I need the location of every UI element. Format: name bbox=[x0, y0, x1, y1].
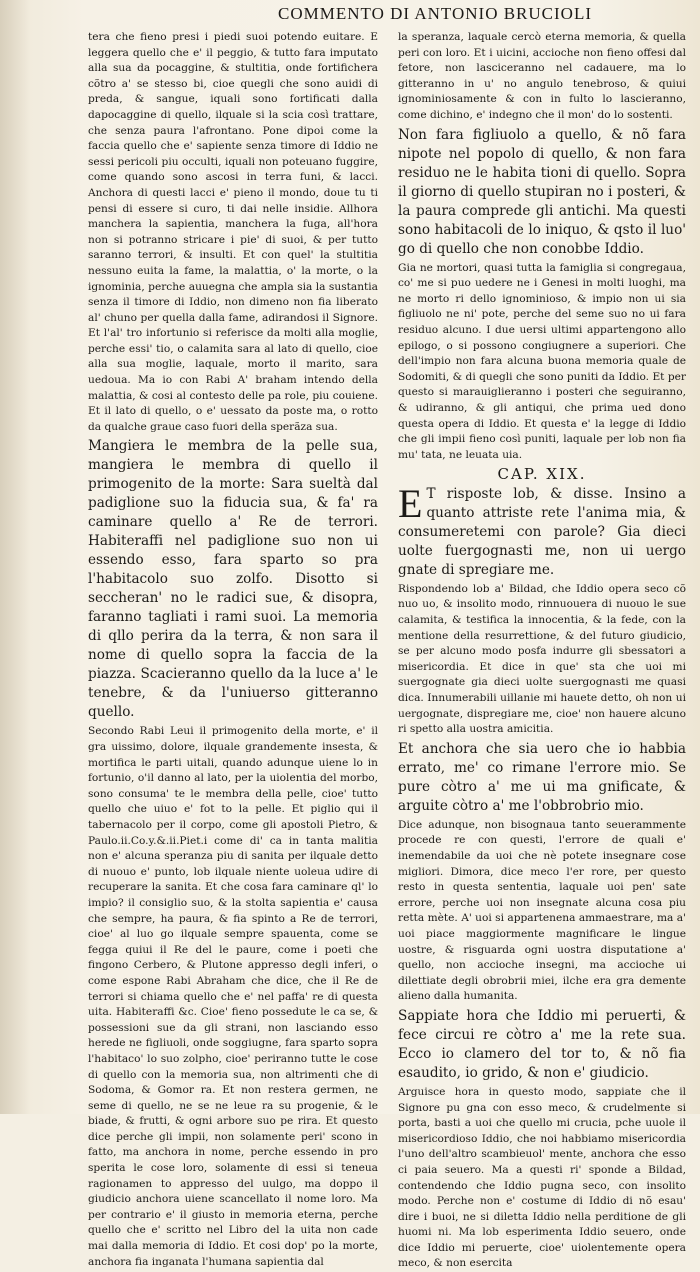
commentary-paragraph: Dice adunque, non bisognaua tanto seuerammente procede re con questi, l'errore de quali e' inemendabile da uoi che nè potete insegnare cose migliori. Dimora, dice meco l'er rore, per questo resto in questa sententia, laquale uoi pen' sate errore, perche uoi non insegnate alcuna cosa piu retta mète. A' uoi si appartenena ammaestrare, ma a' uoi piace maggiormente magnificare le lingue uostre, & risguarda ogni uostra disputatione a' quello, non accioche insegni, ma accioche ui dilettiate degli obrobrii miei, ilche era gra demente alieno dalla humanita. bbox=[398, 818, 686, 1003]
left-column bbox=[88, 30, 378, 1268]
chapter-heading: CAP. XIX. bbox=[497, 465, 587, 484]
page-gutter-shadow bbox=[0, 0, 30, 1114]
commentary-paragraph: la speranza, laquale cercò eterna memoria, & quella peri con loro. Et i uicini, accioche non fieno offesi dal fetore, non lasciceranno nel cadauere, ma lo gitteranno in u' no angulo tenebroso, & quiui ignominiosamente & con in fulto lo lascieranno, come dichino, e' indegno che il mon' do lo sostenti. bbox=[398, 31, 686, 121]
running-head: COMMENTO DI ANTONIO BRUCIOLI bbox=[277, 4, 592, 23]
scripture-lemma: Sappiate hora che Iddio mi peruerti, & fece circui re còtro a' me la rete sua. Ecco io clamero del tor to, & nõ fia esaudito, io grido, & non e' giudicio. bbox=[398, 1007, 686, 1081]
lemma-text: T risposte lob, & disse. Insino a quanto attriste rete l'anima mia, & consumeretemi con parole? Gia dieci uolte fuergognasti me, non ui uergo gnate di spregiare me. bbox=[398, 485, 686, 578]
scripture-lemma: Non fara figliuolo a quello, & nõ fara nipote nel popolo di quello, & non fara residuo ne le habita tioni di quello. Sopra il giorno di quello stupiran no i posteri, & la paura comprede gli antichi. Ma questi sono habitacoli de lo iniquo, & qsto il luo' go di quello che non conobbe Iddio. bbox=[398, 126, 686, 257]
commentary-paragraph: Rispondendo lob a' Bildad, che Iddio opera seco cõ nuo uo, & insolito modo, rinnuouera di nuouo le sue calamita, & testifica la innocentia, & la fede, con la mentione della resurrettione, & del futuro giudicio, se per alcuno modo posfa indurre gli sbessatori a misericordia. Et dice in que' sta che uoi mi suergognate gia dieci uolte suergognasti me quasi dica. Innumerabili uillanie mi hauete detto, oh non ui uergognate, dispregiare me, cioe' non hauere alcuno ri spetto alla uostra amicitia. bbox=[398, 582, 686, 736]
scripture-lemma: Et anchora che sia uero che io habbia errato, me' co rimane l'errore mio. Se pure còtro a' me ui ma gnificate, & arguite còtro a' me l'obbrobrio mio. bbox=[398, 740, 686, 814]
drop-cap-initial: E bbox=[398, 480, 423, 526]
scripture-lemma-opening bbox=[398, 480, 686, 580]
commentary-paragraph: Secondo Rabi Leui il primogenito della morte, e' il gra uissimo, dolore, ilquale grandemente insesta, & mortifica le parti uitali, quando adunque uiene lo in fortunio, o'il danno al lato, per la uiolentia del morbo, sono consuma' te le membra della pelle, cioe' tutto quello che uiuo e' fot to la pelle. Et piglio qui il tabernacolo per il corpo, come gli apostoli Pietro, & Paulo.ii.Co.y.&.ii.Piet.i come di' ca in tanta malitia non e' alcuna speranza piu di sanita per ilquale detto di nuouo e' punto, lob ilquale niente uoleua udire di recuperare la sanita. Et che cosa fara caminare ql' lo impio? il consiglio suo, & la stolta sapientia e' causa che sempre, ha paura, & fia spinto a Re de terrori, cioe' al luo go ilquale sempre spauenta, come se fegga quiui il Re del le paure, come i poeti che fingono Cerbero, & Plutone appresso degli inferi, o come espone Rabi Abraham che dice, che il Re de terrori si chiama quello che e' nel paffa' re di questa uita. Habiteraffi &c. Cioe' fieno possedute le ca se, & possessioni sue da gli strani, non lasciando esso herede ne figliuoli, onde soggiugne, fara sparto sopra l'habitaco' lo suo zolpho, cioe' periranno tutte le cose di quello con la memoria sua, non altrimenti che di Sodoma, & Gomor ra. Et non restera germen, ne seme di quello, ne se ne leue ra su progenie, & le biade, & frutti, & ogni arbore suo pe rira. Et questo dice perche gli impii, non solamente peri' scono in fatto, ma anchora in nome, perche essendo in pro sperita le cose loro, solamente di essi si teneua ragionamen to appresso del uulgo, ma doppo il giudicio anchora uiene scancellato il nome loro. Ma per contrario e' il giusto in memoria eterna, perche quello che e' scritto nel Libro del la uita non cade mai dalla memoria di Iddio. Et cosi dop' po la morte, anchora fia inganata l'humana sapientia dal bbox=[88, 725, 378, 1268]
right-column bbox=[398, 30, 686, 1270]
commentary-paragraph: Arguisce hora in questo modo, sappiate che il Signore pu gna con esso meco, & crudelmente si porta, basti a uoi che quello mi crucia, pche uuole il misericordioso Iddio, che noi habbiamo misericordia l'uno dell'altro scambieuol' mente, anchora che esso ci paia seuero. Ma a questi ri' sponde a Bildad, contendendo che Iddio pugna seco, con insolito modo. Perche non e' costume di Iddio di nõ esau' dire i buoi, ne si diletta Iddio nella perditione de gli huomi ni. Ma lob esperimenta Iddio seuero, onde dice Iddio mi peruerte, cioe' uiolentemente opera meco, & non esercita bbox=[398, 1085, 686, 1270]
scripture-lemma: Mangiera le membra de la pelle sua, mangiera le membra di quello il primogenito de la morte: Sara sueltà dal padiglione suo la fiducia sua, & fa' ra caminare quello a' Re de terrori. Habiteraffi nel padiglione suo non ui essendo esso, fara sparto so pra l'habitacolo suo zolfo. Disotto si seccheran' no le radici sue, & disopra, faranno tagliati i rami suoi. La memoria di qllo perira da la terra, & non sara il nome di quello sopra la faccia de la piazza. Scacieranno quello da la luce a' le tenebre, & da l'uniuerso gitteranno quello. bbox=[88, 438, 378, 721]
commentary-paragraph: Gia ne mortori, quasi tutta la famiglia si congregaua, co' me si puo uedere ne i Genesi in molti luoghi, ma ne morto ri dello ignominioso, & impio non ui sia figliuolo ne ni' pote, perche del seme suo no ui fara residuo alcuno. I due uersi ultimi appartengono allo epilogo, o si possono congiugnere a superiori. Che dell'impio non fara alcuna buona memoria quale de Sodomiti, & di quegli che sono puniti da Iddio. Et per questo si marauiglieranno i posteri che seguiranno, & udiranno, & gli antiqui, che prima ued dono questa opera di Iddio. Et questa e' la legge di Iddio che gli impii fieno così puniti, laquale per lob non fia mu' tata, ne leuata uia. bbox=[398, 261, 686, 461]
commentary-paragraph: tera che fieno presi i piedi suoi potendo euitare. E leggera quello che e' il peggio, & tutto fara imputato alla sua da pocaggine, & stultitia, onde fortifichera cõtro a' se stesso bi, cioe quegli che sono auidi di preda, & sangue, iquali sono fortificati dalla dapocaggine di quello, ilquale si la scia così trattare, che senza paura l'afrontano. Pone dipoi come la faccia quello che e' sapiente senza timore di Iddio ne sessi pericoli piu occulti, iquali non poteuano fuggire, come quando sono ascosi in terra funi, & lacci. Anchora di questi lacci e' pieno il mondo, doue tu ti pensi di essere si curo, ti dai nelle insidie. Allhora manchera la sapientia, manchera la fuga, all'hora non si potranno stricare i pie' di suoi, & per tutto saranno terrori, & insulti. Et con quel' la stultitia nessuno euita la fame, la malattia, o' la morte, o la ignominia, perche auuegna che ampla sia la sustantia senza il timore di Iddio, non dimeno non fia liberato al' chuno per quella dalla fame, adirandosi il Signore. Et l'al' tro infortunio si referisce da molti alla moglie, perche essi' tio, o calamita sara al lato di quello, cioe alla sua moglie, laquale, morto il marito, sara uedoua. Ma io con Rabi A' braham intendo della malattia, & cosi al contesto delle pa role, piu couiene. Et il lato di quello, o e' uessato da poste ma, o rotto da qualche graue caso fuori della sperãza sua. bbox=[88, 31, 378, 433]
